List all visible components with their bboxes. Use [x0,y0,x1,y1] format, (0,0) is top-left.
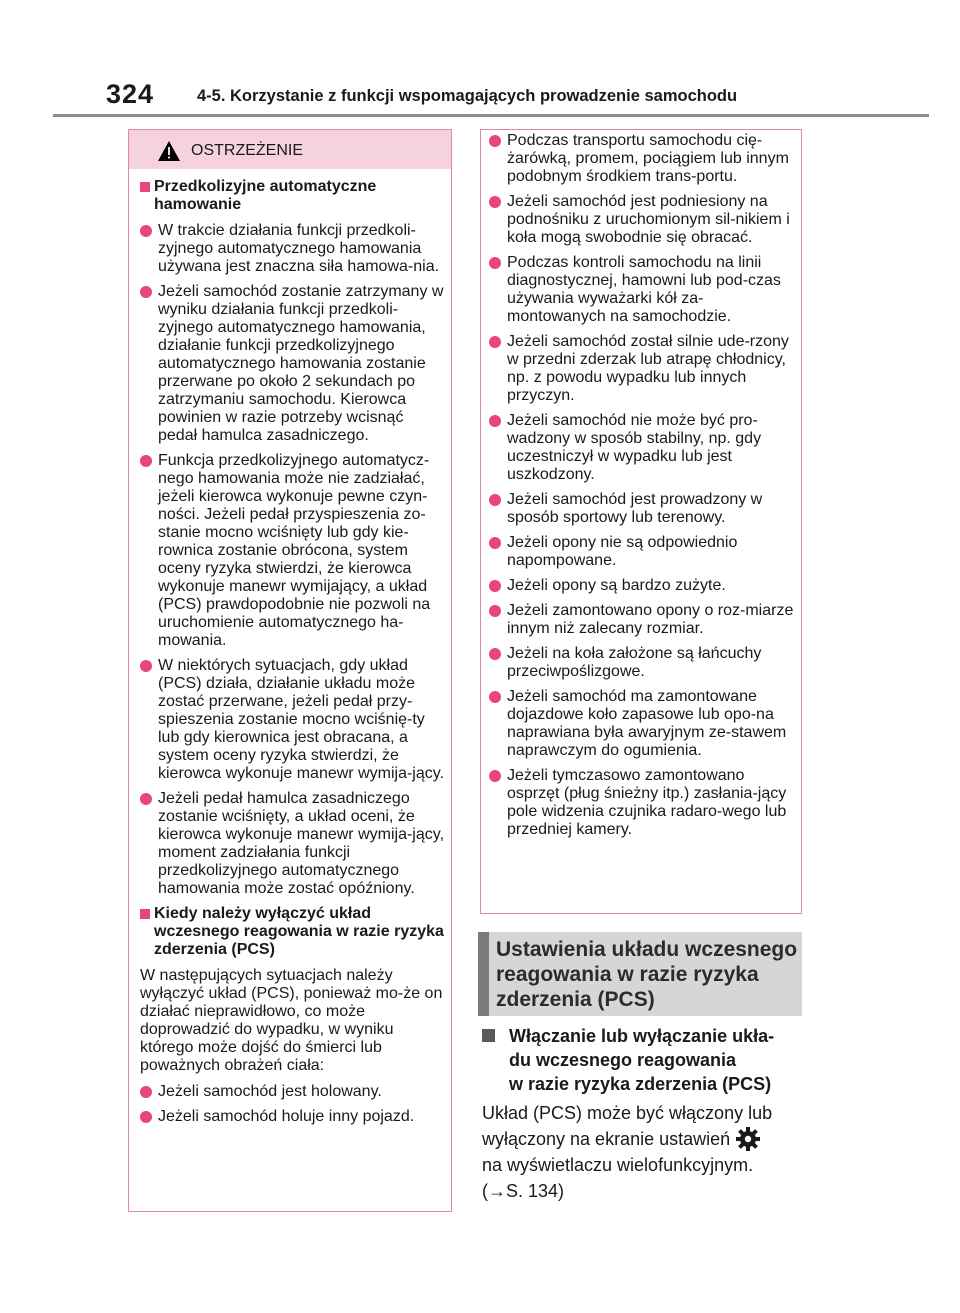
warning-title: OSTRZEŻENIE [191,142,304,159]
bullet-icon [489,336,501,348]
page-header [0,0,960,120]
bullet-icon [140,660,152,672]
bullet-icon [489,691,501,703]
bullet-icon [140,793,152,805]
warning-header [129,130,451,169]
section-title: 4-5. Korzystanie z funkcji wspomagających prowadzenie samochodu [197,87,738,105]
bullet-icon [489,196,501,208]
list-item: Jeżeli opony nie są odpowiednio napompowane. [489,534,795,570]
list-item: Funkcja przedkolizyjnego automatycz-nego hamowania może nie zadziałać, jeżeli kierowca wykonuje pewne czyn-ności. Jeżeli pedał przyspieszenia zo-stanie mocno wciśnięty lub gdy kie-rownica zostanie obrócona, system oceny ryzyka stwierdzi, że kierowca wykonuje manewr wymijający, a układ (PCS) prawdopodobnie nie pozwoli na uruchomienie automatycznego ha-mowania. [140,452,445,650]
list-item: Jeżeli samochód nie może być pro-wadzony w sposób stabilny, np. gdy uczestniczył w wypadku lub jest uszkodzony. [489,412,795,484]
bullet-icon [140,455,152,467]
warning-box [128,129,452,1212]
list-item: Jeżeli opony są bardzo zużyte. [489,577,795,595]
warning-continuation-box [480,129,802,914]
list-item: Jeżeli na koła założone są łańcuchy przeciwpoślizgowe. [489,645,795,681]
list-item: Podczas kontroli samochodu na linii diagnostycznej, hamowni lub pod-czas używania wyważarki kół za-montowanych na samochodzie. [489,254,795,326]
list-item: W niektórych sytuacjach, gdy układ (PCS) działa, działanie układu może zostać przerwane, jeżeli pedał przy-spieszenia zostanie mocno wciśnię-ty lub gdy kierownica jest obracana, a system oceny ryzyka stwierdzi, że kierowca wykonuje manewr wymija-jący. [140,657,445,783]
list-item: Jeżeli tymczasowo zamontowano osprzęt (pług śnieżny itp.) zasłania-jący pole widzenia czujnika radaro-wego lub przedniej kamery. [489,767,795,839]
warning-subheading: Przedkolizyjne automatyczne hamowanie [140,178,445,214]
bullet-icon [489,415,501,427]
list-item: Jeżeli samochód ma zamontowane dojazdowe koło zapasowe lub opo-na naprawiana była awaryjnym ze-stawem naprawczym do ogumienia. [489,688,795,760]
square-bullet-icon [140,182,150,192]
bullet-icon [140,1111,152,1123]
list-item: Jeżeli samochód zostanie zatrzymany w wyniku działania funkcji przedkoli-zyjnego automatycznego hamowania, działanie funkcji przedkolizyjnego automatycznego hamowania zostanie przerwane po około 2 sekundach po zatrzymaniu samochodu. Kierowca powinien w razie potrzeby wcisnąć pedał hamulca zasadniczego. [140,283,445,445]
list-item: Jeżeli samochód został silnie ude-rzony w przedni zderzak lub atrapę chłodnicy, np. z powodu wypadku lub innych przyczyn. [489,333,795,405]
bullet-icon [489,770,501,782]
gear-icon [736,1127,760,1151]
list-item: Jeżeli samochód jest holowany. [140,1083,445,1101]
square-bullet-icon [482,1029,495,1042]
bullet-icon [489,494,501,506]
list-item: W trakcie działania funkcji przedkoli-zyjnego automatycznego hamowania używana jest znaczna siła hamowa-nia. [140,222,445,276]
list-item: Jeżeli pedał hamulca zasadniczego zostanie wciśnięty, a układ oceni, że kierowca wykonuje manewr wymija-jący, moment zadziałania funkcji przedkolizyjnego automatycznego hamowania może zostać opóźniony. [140,790,445,898]
bullet-icon [489,257,501,269]
header-divider [53,114,929,117]
list-item: Jeżeli samochód jest prowadzony w sposób sportowy lub terenowy. [489,491,795,527]
list-item: Jeżeli samochód holuje inny pojazd. [140,1108,445,1126]
square-bullet-icon [140,909,150,919]
bullet-icon [489,135,501,147]
page-number: 324 [106,79,155,109]
warning-triangle-icon [158,141,180,161]
bullet-icon [140,225,152,237]
list-item: Jeżeli samochód jest podniesiony na podnośniku z uruchomionym sil-nikiem i koła mogą swobodnie się obracać. [489,193,795,247]
bullet-icon [489,537,501,549]
toggle-pcs-heading: Włączanie lub wyłączanie ukła- du wczesnego reagowania w razie ryzyka zderzenia (PCS) [482,1024,802,1096]
bullet-icon [489,605,501,617]
bullet-icon [489,648,501,660]
bullet-icon [140,286,152,298]
settings-paragraph: Układ (PCS) może być włączony lub wyłączony na ekranie ustawień na wyświetlaczu wielofunkcyjnym. (→S. 134) [482,1103,773,1201]
list-item: Jeżeli zamontowano opony o roz-miarze innym niż zalecany rozmiar. [489,602,795,638]
bullet-icon [140,1086,152,1098]
warning-paragraph: W następujących sytuacjach należy wyłączyć układ (PCS), ponieważ mo-że on działać nieprawidłowo, co może doprowadzić do wypadku, w wyniku którego może dojść do śmierci lub poważnych obrażeń ciała: [140,967,443,1074]
settings-section-heading: Ustawienia układu wczesnego reagowania w razie ryzyka zderzenia (PCS) [478,932,802,1016]
list-item: Podczas transportu samochodu cię-żarówką, promem, pociągiem lub innym podobnym środkiem trans-portu. [489,132,795,186]
bullet-icon [489,580,501,592]
warning-subheading: Kiedy należy wyłączyć układ wczesnego reagowania w razie ryzyka zderzenia (PCS) [140,905,445,959]
